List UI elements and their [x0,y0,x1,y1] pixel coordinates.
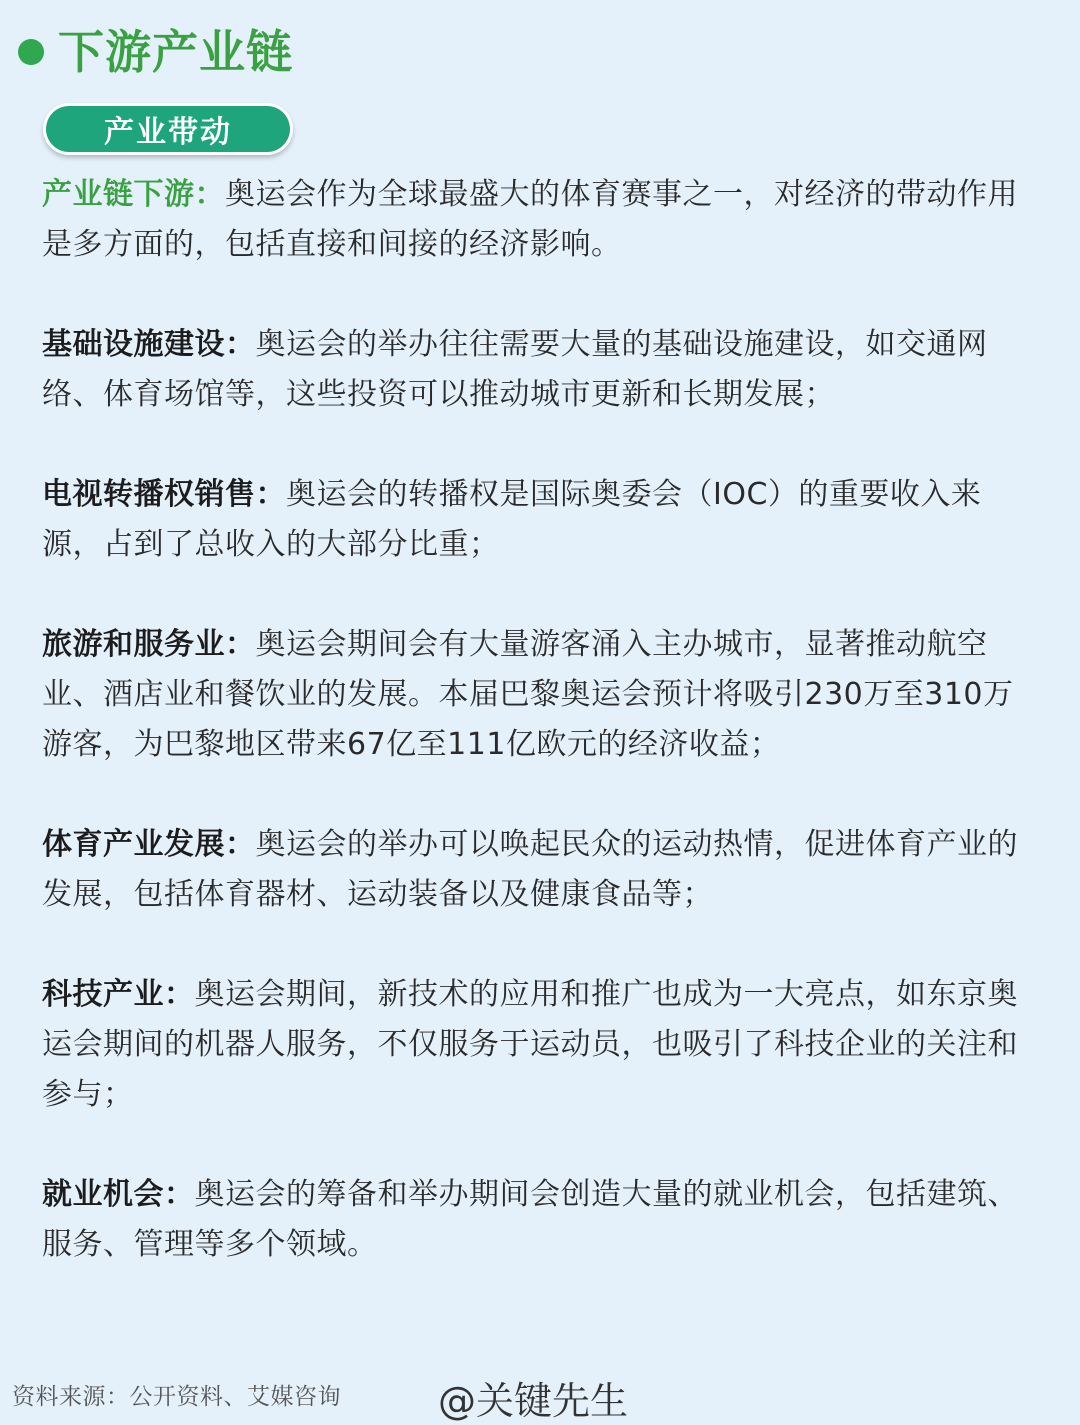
paragraph-sports-industry [42,820,1036,920]
paragraph-label: 旅游和服务业： [42,627,256,662]
paragraph-text: 奥运会的举办可以唤起民众的运动热情，促进体育产业的发展，包括体育器材、运动装备以及健康食品等； [42,827,1018,912]
paragraph-label: 产业链下游： [42,177,225,212]
paragraph-label: 基础设施建设： [42,327,256,362]
paragraph-text: 奥运会的筹备和举办期间会创造大量的就业机会，包括建筑、服务、管理等多个领域。 [42,1177,1018,1262]
paragraph-downstream [42,170,1036,270]
page-title: 下游产业链 [58,25,293,79]
paragraph-tourism [42,620,1036,770]
paragraph-text: 奥运会期间，新技术的应用和推广也成为一大亮点，如东京奥运会期间的机器人服务，不仅服务于运动员，也吸引了科技企业的关注和参与； [42,977,1018,1112]
paragraph-infrastructure [42,320,1036,420]
paragraph-text: 奥运会的转播权是国际奥委会（IOC）的重要收入来源，占到了总收入的大部分比重； [42,477,982,562]
paragraph-label: 电视转播权销售： [42,477,286,512]
paragraph-tech-industry [42,970,1036,1120]
paragraph-label: 就业机会： [42,1177,195,1212]
paragraph-tv-rights [42,470,1036,570]
paragraph-label: 科技产业： [42,977,195,1012]
source-note: 资料来源：公开资料、艾媒咨询 [12,1384,341,1410]
author-watermark: @关键先生 [438,1379,629,1423]
content-body [42,170,1036,1320]
page-header [18,22,293,82]
paragraph-employment [42,1170,1036,1270]
bullet-dot-icon [18,39,44,65]
paragraph-text: 奥运会期间会有大量游客涌入主办城市，显著推动航空业、酒店业和餐饮业的发展。本届巴黎奥运会预计将吸引230万至310万游客，为巴黎地区带来67亿至111亿欧元的经济收益； [42,627,1014,762]
paragraph-text: 奥运会的举办往往需要大量的基础设施建设，如交通网络、体育场馆等，这些投资可以推动城市更新和长期发展； [42,327,988,412]
paragraph-label: 体育产业发展： [42,827,256,862]
paragraph-text: 奥运会作为全球最盛大的体育赛事之一，对经济的带动作用是多方面的，包括直接和间接的经济影响。 [42,177,1018,262]
section-badge: 产业带动 [46,106,290,152]
